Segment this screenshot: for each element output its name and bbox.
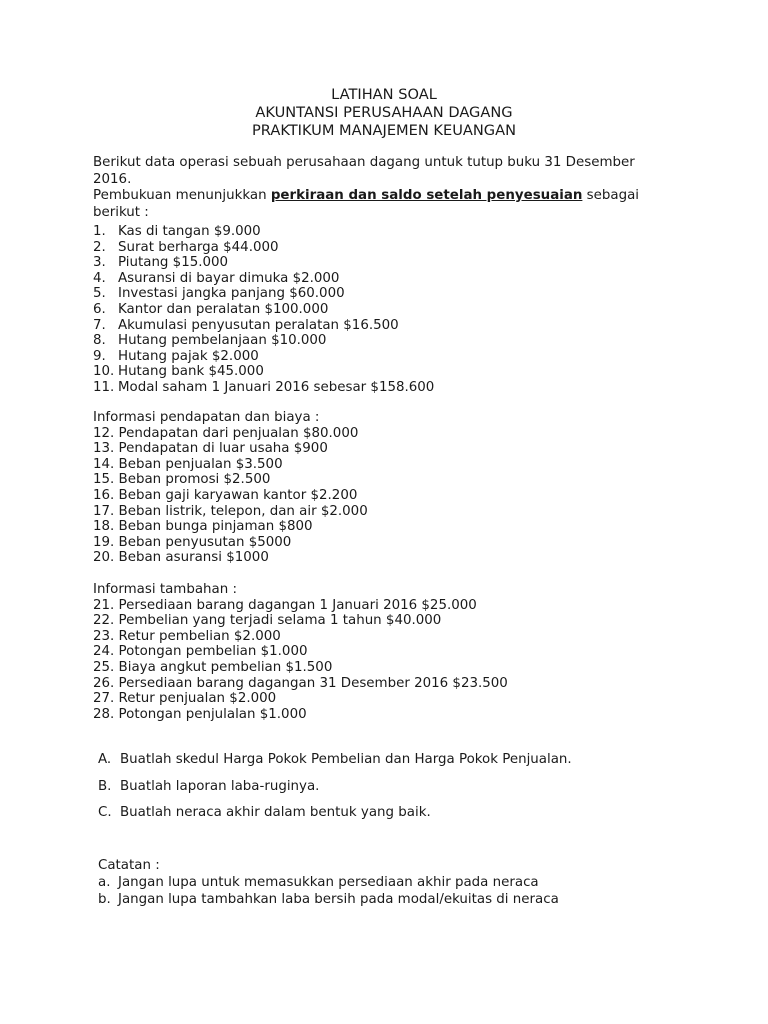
list-item-text: Hutang pajak $2.000 <box>118 348 259 364</box>
list-item: 24. Potongan pembelian $1.000 <box>93 644 308 660</box>
intro-line-3 <box>93 188 693 205</box>
income-section <box>93 410 693 566</box>
list-item: 21. Persediaan barang dagangan 1 Januari 2016 $25.000 <box>93 597 477 613</box>
list-item: 28. Potongan penjulalan $1.000 <box>93 706 307 722</box>
list-item <box>93 302 693 318</box>
intro-underlined-phrase: perkiraan dan saldo setelah penyesuaian <box>270 188 583 203</box>
task-letter: B. <box>98 778 112 794</box>
list-item <box>98 874 698 891</box>
list-item-number: 4. <box>93 270 106 286</box>
intro-paragraph <box>93 155 693 221</box>
list-item-text: Piutang $15.000 <box>118 255 229 271</box>
list-item-text: Investasi jangka panjang $60.000 <box>118 286 345 302</box>
list-item <box>93 240 693 256</box>
task-letter: C. <box>98 805 112 820</box>
task-item <box>98 779 698 806</box>
task-letter: A. <box>98 752 112 767</box>
task-item <box>98 752 698 779</box>
list-item: 25. Biaya angkut pembelian $1.500 <box>93 659 333 675</box>
section-heading: Informasi tambahan : <box>93 582 237 597</box>
intro-line-2: 2016. <box>93 171 132 187</box>
list-item-number: 3. <box>93 255 106 271</box>
list-item: 13. Pendapatan di luar usaha $900 <box>93 441 328 457</box>
list-item-number: 7. <box>93 317 106 333</box>
task-text: Buatlah laporan laba-ruginya. <box>120 778 320 794</box>
list-item <box>93 224 693 240</box>
task-item <box>98 805 698 832</box>
task-text: Buatlah skedul Harga Pokok Pembelian dan Harga Pokok Penjualan. <box>120 752 572 767</box>
list-item-text: Akumulasi penyusutan peralatan $16.500 <box>118 317 399 333</box>
list-item-text: Asuransi di bayar dimuka $2.000 <box>118 270 340 286</box>
list-item-number: 6. <box>93 301 106 317</box>
task-text: Buatlah neraca akhir dalam bentuk yang baik. <box>120 805 431 820</box>
list-item: 17. Beban listrik, telepon, dan air $2.000 <box>93 503 368 519</box>
list-item: 22. Pembelian yang terjadi selama 1 tahun $40.000 <box>93 613 442 629</box>
intro-line-4: berikut : <box>93 204 149 220</box>
title-line-2: AKUNTANSI PERUSAHAAN DAGANG <box>255 104 513 121</box>
list-item: 14. Beban penjualan $3.500 <box>93 456 283 472</box>
list-item <box>98 891 698 908</box>
list-item-number: 8. <box>93 333 106 349</box>
list-item-number: 11. <box>93 379 115 395</box>
account-list <box>93 224 693 396</box>
list-item: 23. Retur pembelian $2.000 <box>93 628 281 644</box>
intro-line-1: Berikut data operasi sebuah perusahaan dagang untuk tutup buku 31 Desember <box>93 155 635 170</box>
intro-line-3-end: sebagai <box>582 188 639 203</box>
list-item <box>93 380 693 396</box>
list-item <box>93 318 693 334</box>
list-item-number: 2. <box>93 239 106 255</box>
title-line-3: PRAKTIKUM MANAJEMEN KEUANGAN <box>251 122 517 139</box>
list-item-number: 1. <box>93 224 106 239</box>
list-item <box>93 271 693 287</box>
list-item: 26. Persediaan barang dagangan 31 Desember 2016 $23.500 <box>93 675 508 691</box>
note-letter: a. <box>98 875 111 890</box>
list-item <box>93 349 693 365</box>
list-item: 12. Pendapatan dari penjualan $80.000 <box>93 425 359 441</box>
list-item: 19. Beban penyusutan $5000 <box>93 534 292 550</box>
note-letter: b. <box>98 892 111 907</box>
document-title-block <box>0 86 768 140</box>
list-item-text: Hutang pembelanjaan $10.000 <box>118 333 327 349</box>
list-item: 18. Beban bunga pinjaman $800 <box>93 519 313 535</box>
list-item: 27. Retur penjualan $2.000 <box>93 691 277 707</box>
list-item <box>93 333 693 349</box>
list-item-text: Modal saham 1 Januari 2016 sebesar $158.600 <box>118 379 435 395</box>
notes-section <box>98 857 698 908</box>
list-item: 16. Beban gaji karyawan kantor $2.200 <box>93 487 358 503</box>
list-item: 20. Beban asuransi $1000 <box>93 550 269 566</box>
list-item <box>93 286 693 302</box>
list-item <box>93 364 693 380</box>
intro-line-3-start: Pembukuan menunjukkan <box>93 188 271 203</box>
list-item <box>93 255 693 271</box>
list-item-text: Surat berharga $44.000 <box>118 239 279 255</box>
task-list <box>98 752 698 832</box>
note-text: Jangan lupa tambahkan laba bersih pada modal/ekuitas di neraca <box>118 892 559 907</box>
list-item-number: 5. <box>93 286 106 302</box>
list-item: 15. Beban promosi $2.500 <box>93 472 271 488</box>
list-item-text: Kas di tangan $9.000 <box>118 224 261 239</box>
title-line-1: LATIHAN SOAL <box>331 86 437 103</box>
extra-info-section <box>93 582 693 722</box>
section-heading: Informasi pendapatan dan biaya : <box>93 410 320 425</box>
list-item-text: Kantor dan peralatan $100.000 <box>118 301 329 317</box>
list-item-number: 10. <box>93 364 115 380</box>
note-text: Jangan lupa untuk memasukkan persediaan akhir pada neraca <box>118 875 539 890</box>
list-item-text: Hutang bank $45.000 <box>118 364 264 380</box>
list-item-number: 9. <box>93 348 106 364</box>
section-heading: Catatan : <box>98 858 160 873</box>
